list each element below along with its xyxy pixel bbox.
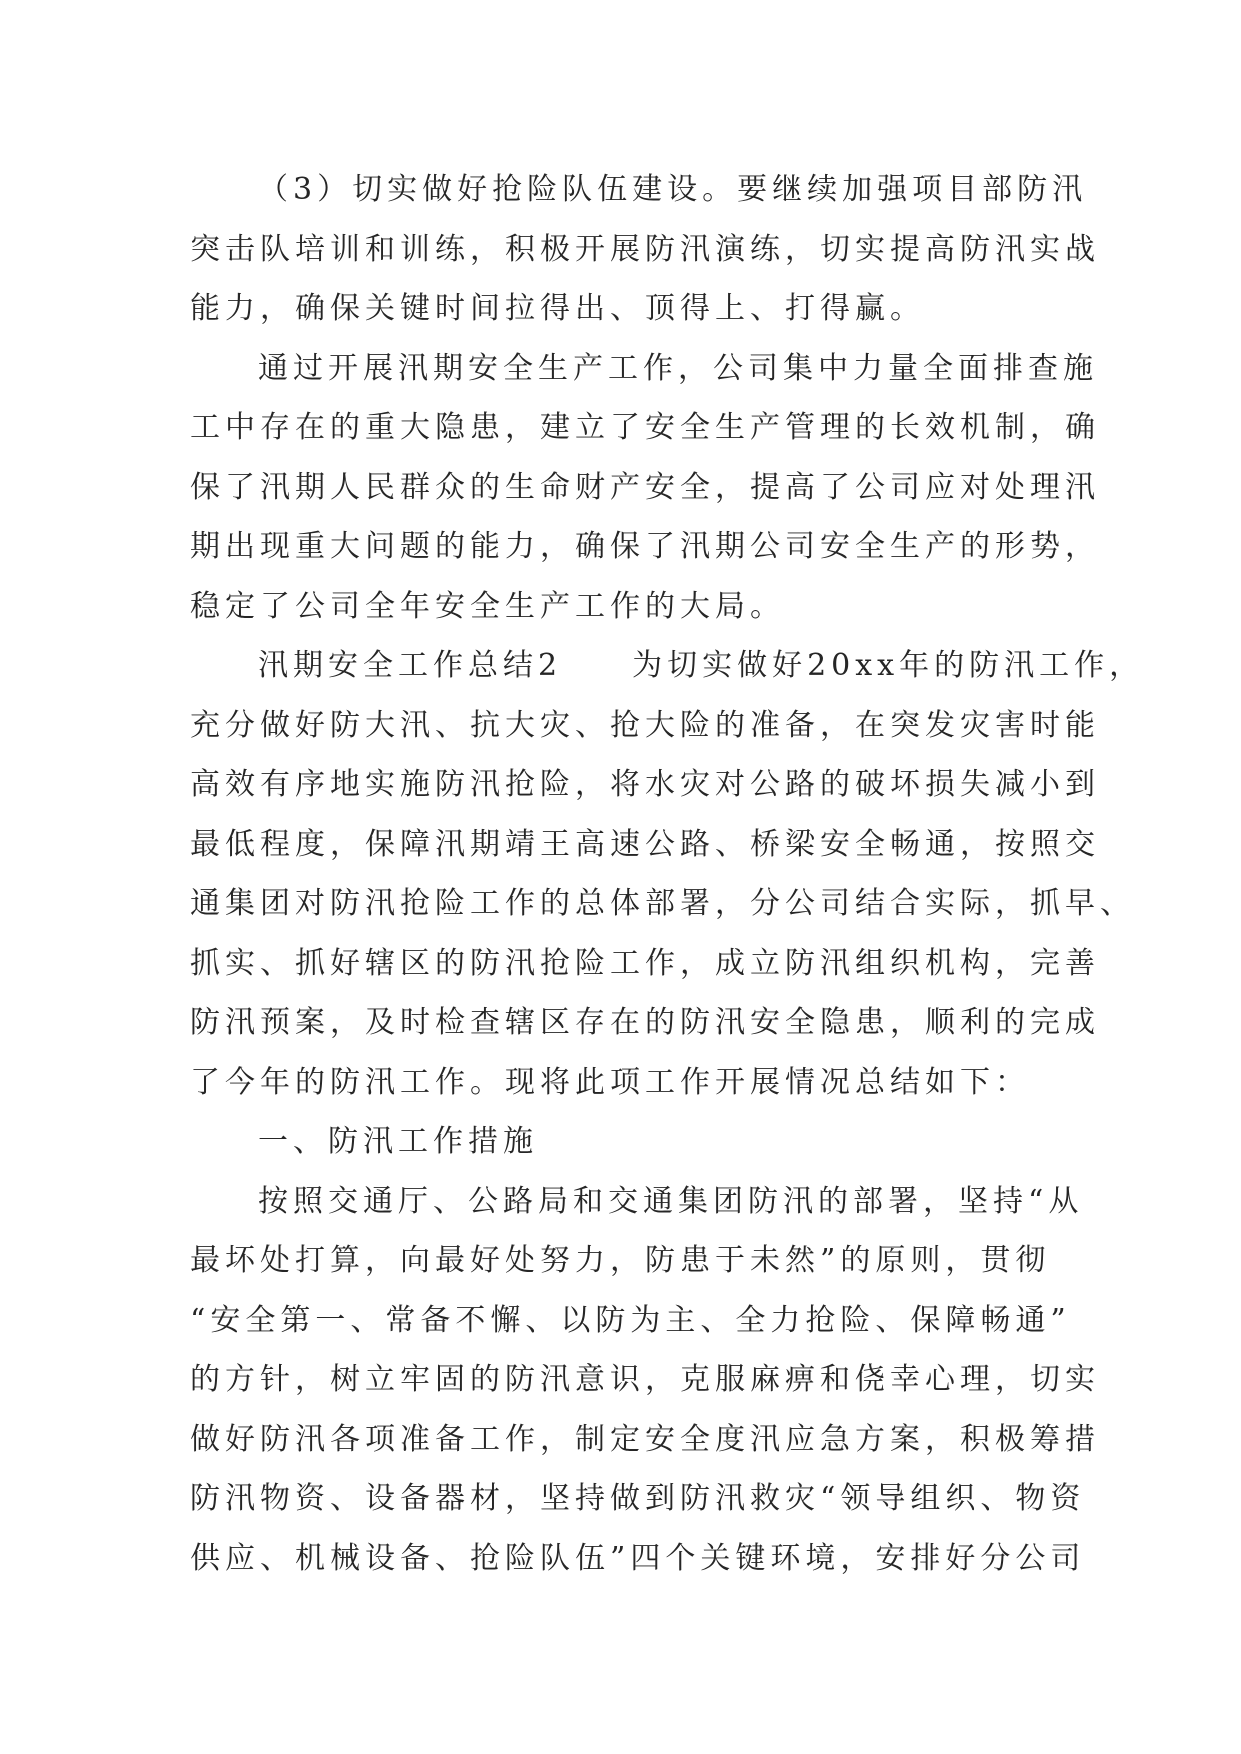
- paragraph-line: 期出现重大问题的能力，确保了汛期公司安全生产的形势，: [190, 529, 1100, 564]
- paragraph-line: 保了汛期人民群众的生命财产安全，提高了公司应对处理汛: [190, 469, 1100, 505]
- paragraph-line: 了今年的防汛工作。现将此项工作开展情况总结如下：: [190, 1064, 1030, 1100]
- paragraph-line: 最低程度，保障汛期靖王高速公路、桥梁安全畅通，按照交: [190, 826, 1100, 862]
- paragraph-line: 汛期安全工作总结2 为切实做好20xx年的防汛工作，: [258, 648, 1145, 683]
- paragraph-line: 通集团对防汛抢险工作的总体部署，分公司结合实际，抓早、: [190, 886, 1135, 921]
- paragraph-line: “安全第一、常备不懈、以防为主、全力抢险、保障畅通”: [190, 1302, 1071, 1338]
- paragraph-line: 供应、机械设备、抢险队伍”四个关键环境，安排好分公司: [190, 1540, 1086, 1576]
- paragraph-line: 能力，确保关键时间拉得出、顶得上、打得赢。: [190, 291, 925, 326]
- paragraph-line: 充分做好防大汛、抗大灾、抢大险的准备，在突发灾害时能: [190, 707, 1100, 743]
- paragraph-line: 做好防汛各项准备工作，制定安全度汛应急方案，积极筹措: [190, 1421, 1100, 1457]
- paragraph-line: 防汛物资、设备器材，坚持做到防汛救灾“领导组织、物资: [190, 1481, 1086, 1516]
- paragraph-line: 工中存在的重大隐患，建立了安全生产管理的长效机制，确: [190, 410, 1100, 445]
- paragraph-line: 稳定了公司全年安全生产工作的大局。: [190, 588, 785, 624]
- paragraph-line: 突击队培训和训练，积极开展防汛演练，切实提高防汛实战: [190, 231, 1100, 267]
- paragraph-line: 高效有序地实施防汛抢险，将水灾对公路的破坏损失减小到: [190, 767, 1100, 802]
- paragraph-line: （3）切实做好抢险队伍建设。要继续加强项目部防汛: [258, 172, 1088, 207]
- paragraph-line: 通过开展汛期安全生产工作，公司集中力量全面排查施: [258, 350, 1098, 386]
- paragraph-line: 的方针，树立牢固的防汛意识，克服麻痹和侥幸心理，切实: [190, 1362, 1100, 1397]
- paragraph-line: 最坏处打算，向最好处努力，防患于未然”的原则，贯彻: [190, 1243, 1051, 1278]
- paragraph-line: 抓实、抓好辖区的防汛抢险工作，成立防汛组织机构，完善: [190, 945, 1100, 981]
- paragraph-line: 按照交通厅、公路局和交通集团防汛的部署，坚持“从: [258, 1183, 1084, 1219]
- section-heading: 一、防汛工作措施: [258, 1124, 538, 1159]
- document-body: [190, 160, 1145, 1588]
- paragraph-line: 防汛预案，及时检查辖区存在的防汛安全隐患，顺利的完成: [190, 1005, 1100, 1040]
